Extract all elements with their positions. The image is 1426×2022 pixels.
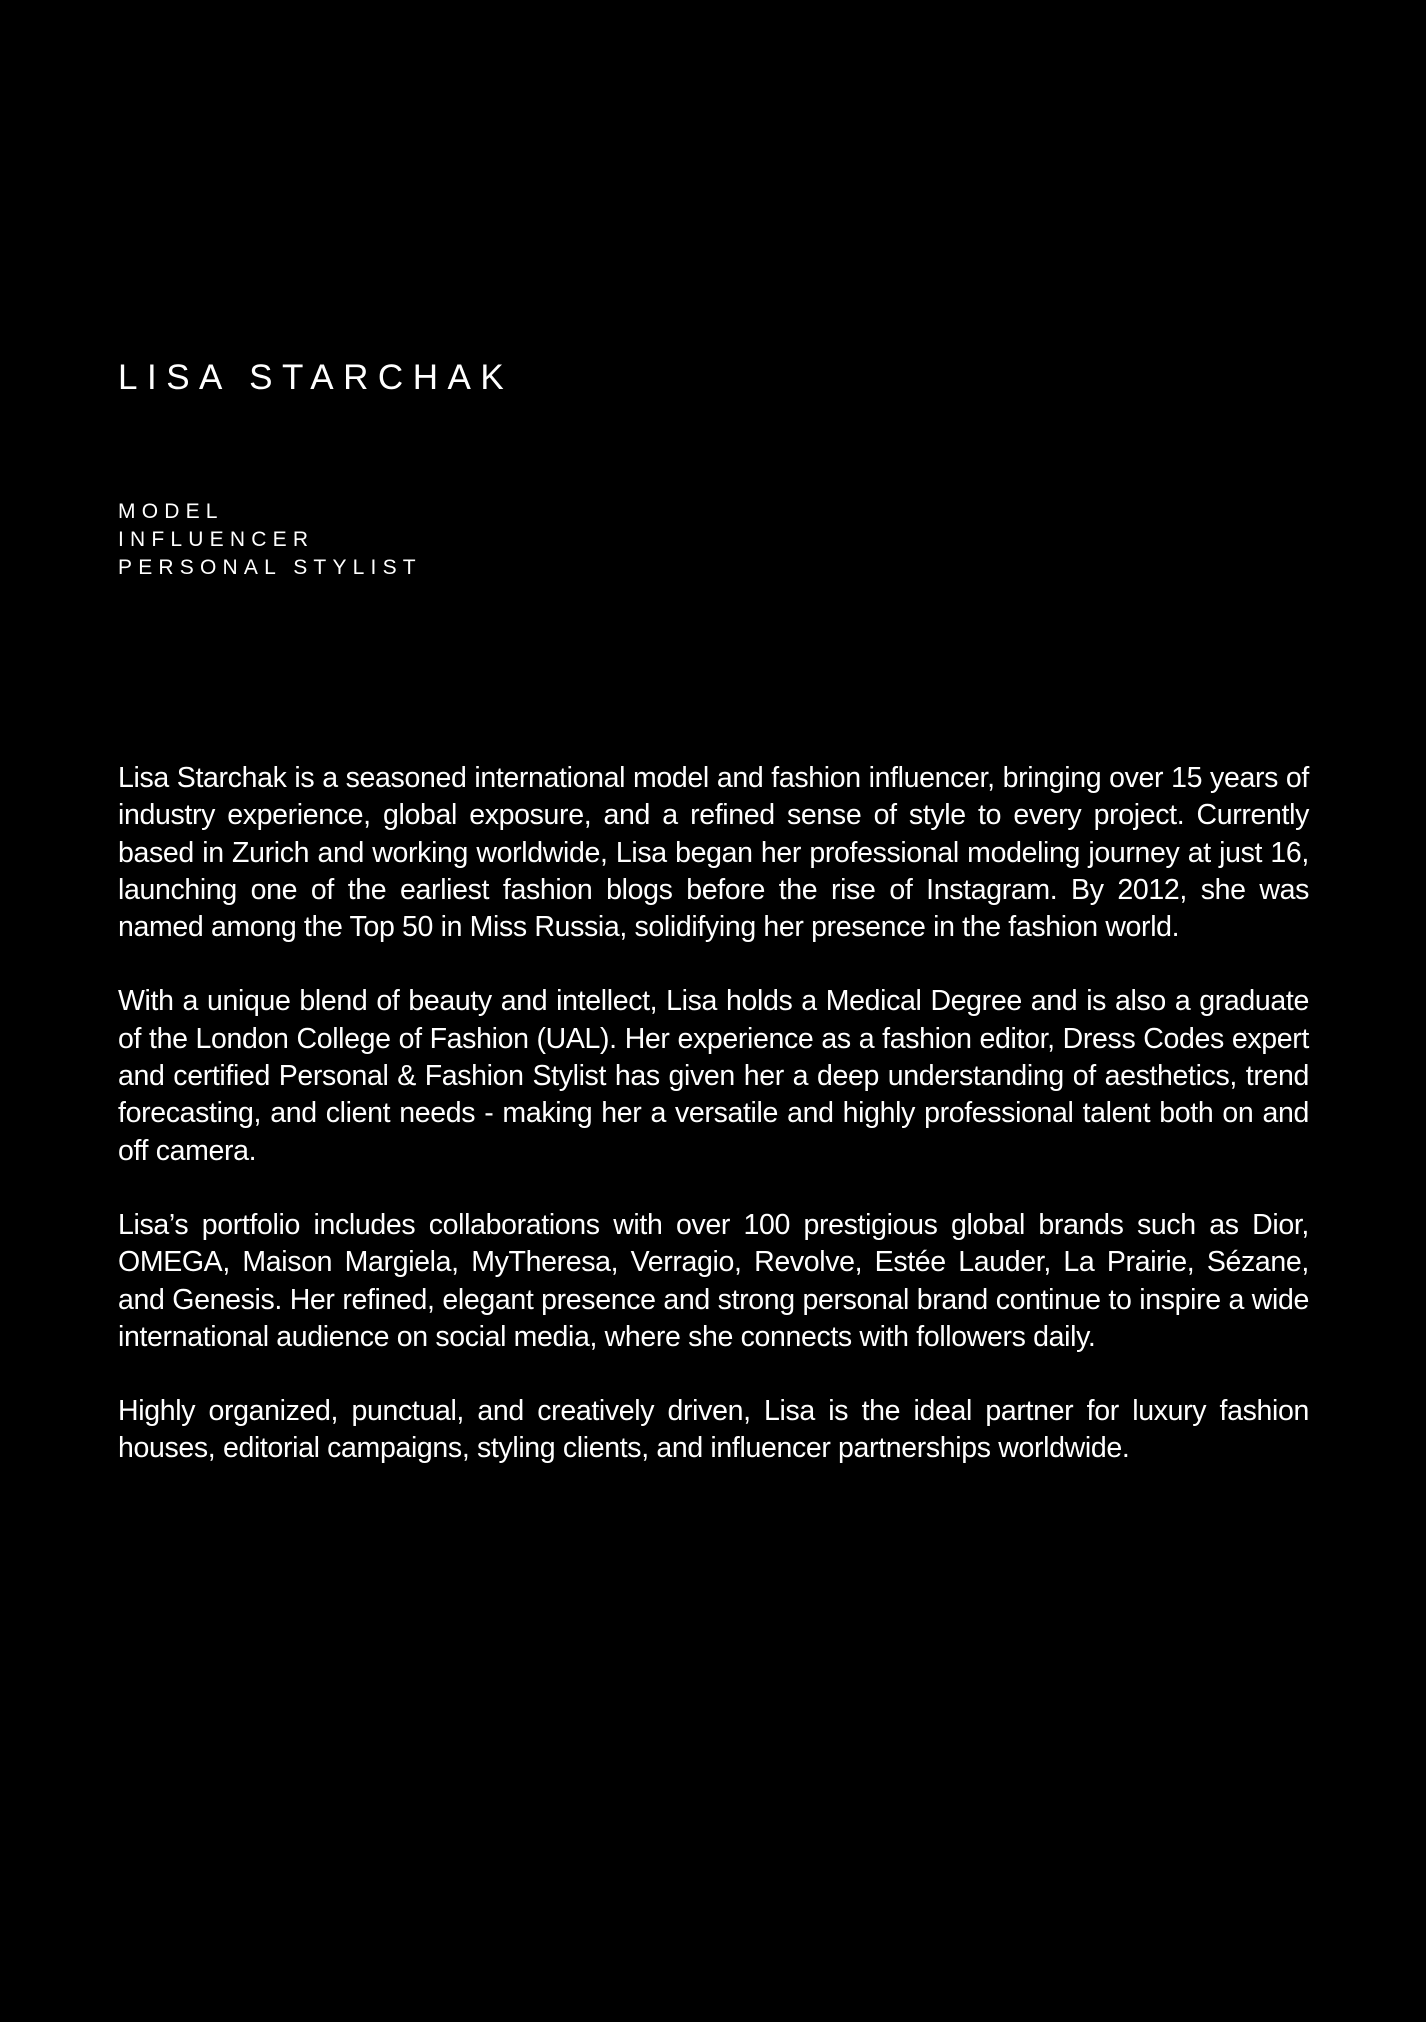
bio-paragraph-education: With a unique blend of beauty and intellect, Lisa holds a Medical Degree and is also a graduate of the London College of Fashion (UAL). Her experience as a fashion editor, Dress Codes expert and certified Personal & Fashion Stylist has given her a deep understanding of aesthetics, trend forecasting, and client needs - making her a versatile and highly professional talent both on and off camera. xyxy=(118,985,1309,1167)
role-item-influencer: INFLUENCER xyxy=(118,528,315,551)
bio-paragraph-intro: Lisa Starchak is a seasoned international model and fashion influencer, bringing over 15 years of industry experience, global exposure, and a refined sense of style to every project. Currently based in Zurich and working worldwide, Lisa began her professional modeling journey at just 16, launching one of the earliest fashion blogs before the rise of Instagram. By 2012, she was named among the Top 50 in Miss Russia, solidifying her presence in the fashion world. xyxy=(118,762,1309,944)
bio-paragraph-closing: Highly organized, punctual, and creatively driven, Lisa is the ideal partner for luxury fashion houses, editorial campaigns, styling clients, and influencer partnerships worldwide. xyxy=(118,1395,1309,1465)
bio-paragraph-portfolio: Lisa’s portfolio includes collaborations with over 100 prestigious global brands such as Dior, OMEGA, Maison Margiela, MyTheresa, Verragio, Revolve, Estée Lauder, La Prairie, Sézane, and Genesis. Her refined, elegant presence and strong personal brand continue to inspire a wide international audience on social media, where she connects with followers daily. xyxy=(118,1208,1309,1353)
role-item-personal-stylist: PERSONAL STYLIST xyxy=(118,556,422,579)
role-item-model: MODEL xyxy=(118,500,224,523)
bio-section xyxy=(118,760,1309,1505)
roles-list xyxy=(118,498,422,582)
page-title: LISA STARCHAK xyxy=(118,358,514,397)
